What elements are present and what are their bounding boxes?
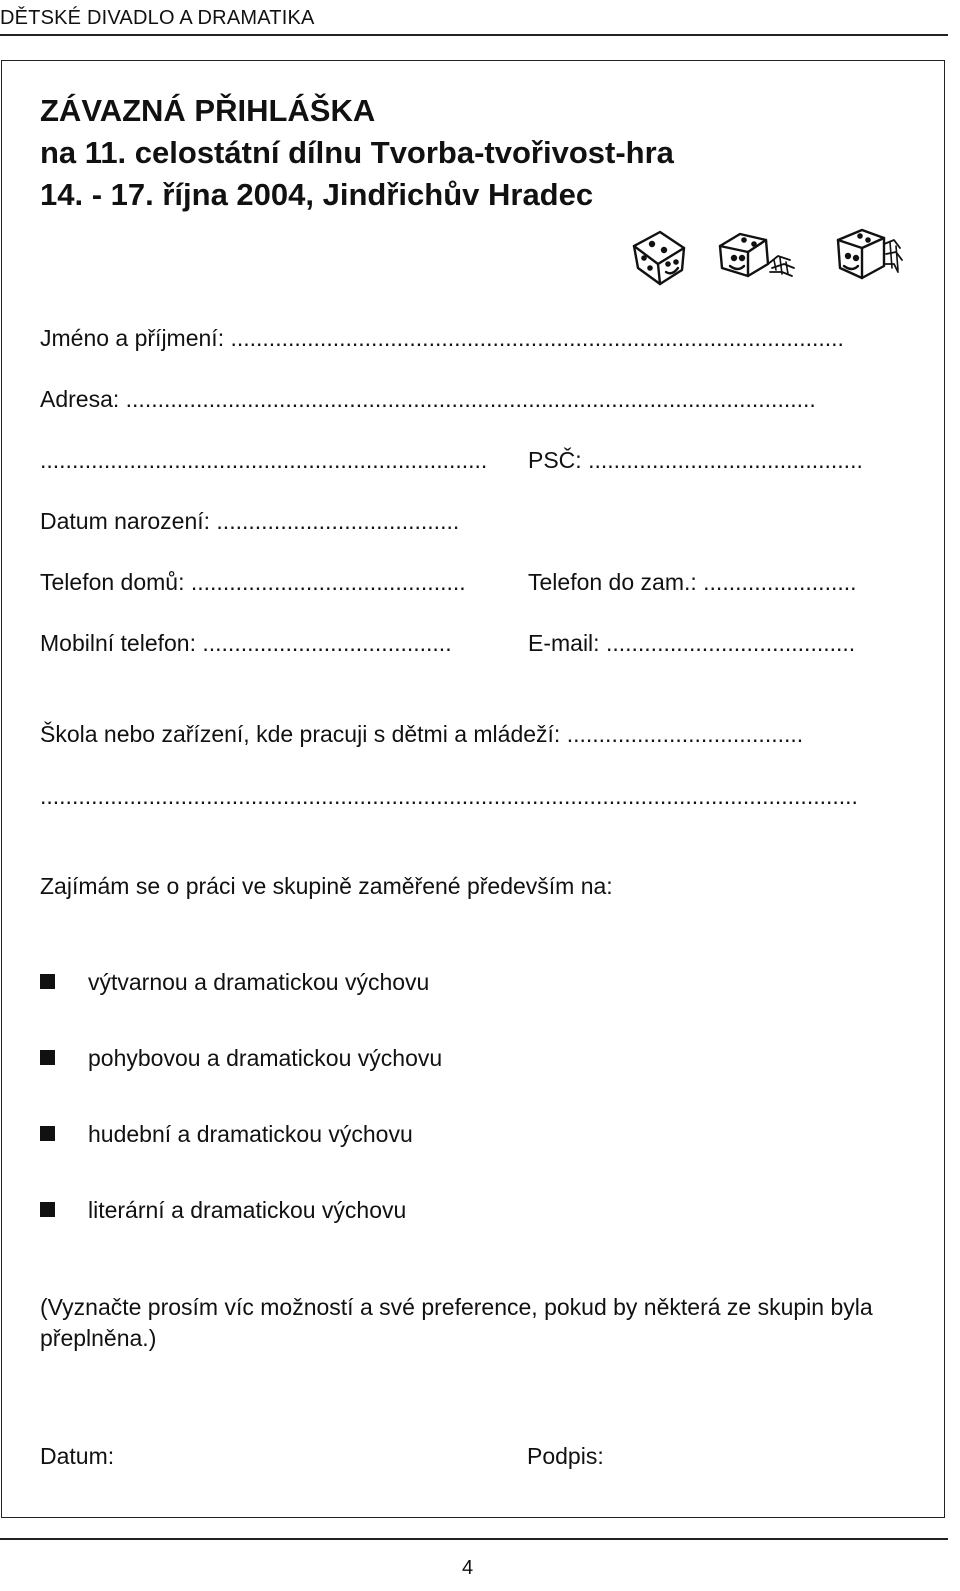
interest-heading: Zajímám se o práci ve skupině zaměřené především na: xyxy=(40,873,613,899)
email-label: E-mail: xyxy=(528,630,606,656)
name-dots: ................................................................................................ xyxy=(230,325,844,351)
form-title xyxy=(40,90,674,216)
school-field[interactable] xyxy=(40,720,803,748)
birth-date-dots: ...................................... xyxy=(216,508,460,534)
title-line-3: 14. - 17. října 2004, Jindřichův Hradec xyxy=(40,177,594,212)
phone-home-dots: ........................................... xyxy=(190,569,466,595)
checkbox-square-icon[interactable] xyxy=(40,1202,55,1217)
checkbox-square-icon[interactable] xyxy=(40,974,55,989)
school-line2-dots: ................................................................................................................................ xyxy=(40,783,858,809)
option-label: literární a dramatickou výchovu xyxy=(88,1197,407,1223)
checkbox-square-icon[interactable] xyxy=(40,1126,55,1141)
name-field[interactable] xyxy=(40,324,844,352)
address-line2-dots: ...................................................................... xyxy=(40,447,488,473)
mobile-label: Mobilní telefon: xyxy=(40,630,203,656)
dice-icon xyxy=(832,224,906,288)
email-field[interactable] xyxy=(528,629,855,657)
option-label: výtvarnou a dramatickou výchovu xyxy=(88,969,430,995)
address-line2-field[interactable] xyxy=(40,446,487,474)
psc-dots: ........................................... xyxy=(588,447,863,473)
phone-home-label: Telefon domů: xyxy=(40,569,191,595)
birth-date-label: Datum narození: xyxy=(40,508,217,534)
birth-date-field[interactable] xyxy=(40,507,459,535)
signature-label[interactable]: Podpis: xyxy=(527,1443,604,1469)
option-label: hudební a dramatickou výchovu xyxy=(88,1121,413,1147)
date-label[interactable]: Datum: xyxy=(40,1443,115,1469)
school-line2-field[interactable] xyxy=(40,782,858,810)
footer-rule xyxy=(0,1538,948,1540)
title-line-2: na 11. celostátní dílnu Tvorba-tvořivost-hra xyxy=(40,135,674,170)
mobile-dots: ....................................... xyxy=(202,630,452,656)
page-number: 4 xyxy=(462,1557,474,1579)
phone-work-field[interactable] xyxy=(528,568,857,596)
header-rule xyxy=(0,34,948,36)
address-dots: ............................................................................................................ xyxy=(125,386,816,412)
title-line-1: ZÁVAZNÁ PŘIHLÁŠKA xyxy=(40,93,376,128)
dice-icon xyxy=(714,224,800,286)
school-label: Škola nebo zařízení, kde pracuji s dětmi a mládeží: xyxy=(40,721,567,747)
phone-home-field[interactable] xyxy=(40,568,466,596)
option-label: pohybovou a dramatickou výchovu xyxy=(88,1045,443,1071)
psc-label: PSČ: xyxy=(528,447,589,473)
checkbox-square-icon[interactable] xyxy=(40,1050,55,1065)
running-head: DĚTSKÉ DIVADLO A DRAMATIKA xyxy=(0,7,315,29)
email-dots: ....................................... xyxy=(605,630,856,656)
address-field[interactable] xyxy=(40,385,816,413)
address-label: Adresa: xyxy=(40,386,126,412)
phone-work-dots: ........................ xyxy=(703,569,857,595)
dice-icon xyxy=(628,224,694,290)
name-label: Jméno a příjmení: xyxy=(40,325,231,351)
school-dots: ..................................... xyxy=(566,721,804,747)
psc-field[interactable] xyxy=(528,446,863,474)
mobile-field[interactable] xyxy=(40,629,452,657)
phone-work-label: Telefon do zam.: xyxy=(528,569,704,595)
preference-note: (Vyznačte prosím víc možností a své preference, pokud by některá ze skupin byla přeplněna.) xyxy=(40,1294,873,1351)
